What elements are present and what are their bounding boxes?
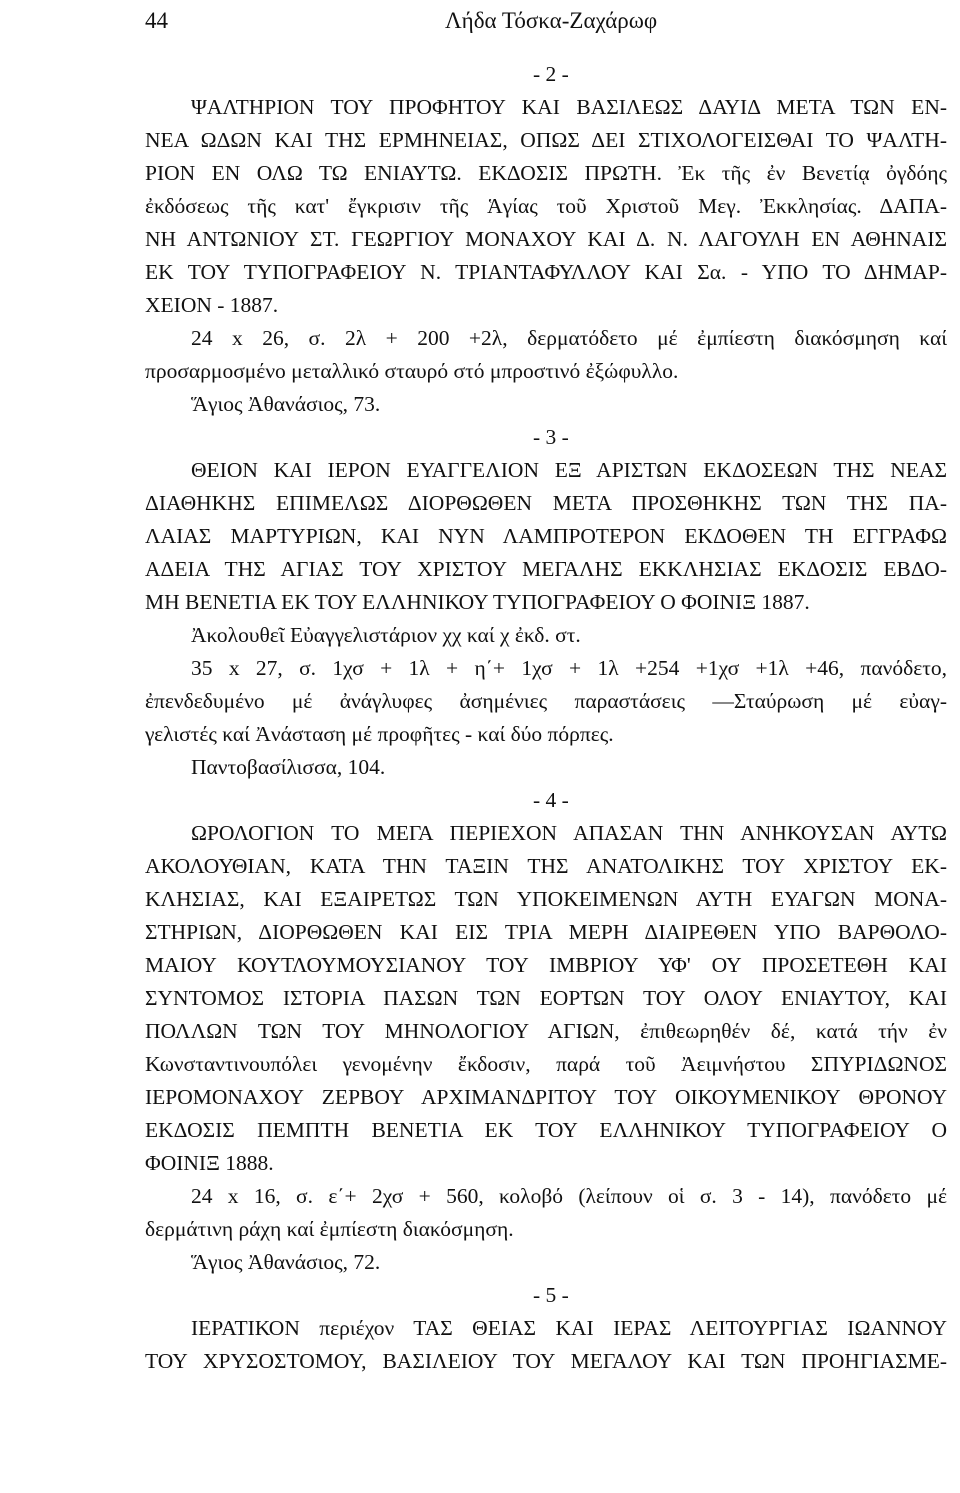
entry-number: - 2 - [533, 62, 569, 86]
entry-description-line: Ἀκολουθεῖ Εὐαγγελιστάριον χχ καί χ ἐκδ. στ. [191, 623, 581, 647]
entry-number: - 5 - [533, 1283, 569, 1307]
entry-title-line: ΔΙΑΘΗΚΗΣ ΕΠΙΜΕΛΩΣ ΔΙΟΡΘΩΘΕΝ ΜΕΤΑ ΠΡΟΣΘΗΚΗΣ ΤΩΝ ΤΗΣ ΠΑ- [145, 491, 947, 515]
entry-location: Παντοβασίλισσα, 104. [191, 755, 386, 779]
entry-title-line: ΑΚΟΛΟΥΘΙΑΝ, ΚΑΤΑ ΤΗΝ ΤΑΞΙΝ ΤΗΣ ΑΝΑΤΟΛΙΚΗΣ ΤΟΥ ΧΡΙΣΤΟΥ ΕΚ- [145, 854, 947, 878]
entry-title-line: ΚΛΗΣΙΑΣ, ΚΑΙ ΕΞΑΙΡΕΤΩΣ ΤΩΝ ΥΠΟΚΕΙΜΕΝΩΝ ΑΥΤΗ ΕΥΑΓΩΝ ΜΟΝΑ- [145, 887, 947, 911]
entry-title-line: ΤΟΥ ΧΡΥΣΟΣΤΟΜΟΥ, ΒΑΣΙΛΕΙΟΥ ΤΟΥ ΜΕΓΑΛΟΥ ΚΑΙ ΤΩΝ ΠΡΟΗΓΙΑΣΜΕ- [145, 1349, 947, 1373]
entry-title-line: ΣΤΗΡΙΩΝ, ΔΙΟΡΘΩΘΕΝ ΚΑΙ ΕΙΣ ΤΡΙΑ ΜΕΡΗ ΔΙΑΙΡΕΘΕΝ ΥΠΟ ΒΑΡΘΟΛΟ- [145, 920, 947, 944]
entry-title-line: ΣΥΝΤΟΜΟΣ ΙΣΤΟΡΙΑ ΠΑΣΩΝ ΤΩΝ ΕΟΡΤΩΝ ΤΟΥ ΟΛΟΥ ΕΝΙΑΥΤΟΥ, ΚΑΙ [145, 986, 947, 1010]
entry-title-line: ΦΟΙΝΙΞ 1888. [145, 1151, 274, 1175]
entry-title-line: ΧΕΙΟΝ - 1887. [145, 293, 279, 317]
entry-description-line: 24 x 26, σ. 2λ + 200 +2λ, δερματόδετο μέ ἐμπίεστη διακόσμηση καί [191, 326, 947, 350]
entry-title-line: ΩΡΟΛΟΓΙΟΝ ΤΟ ΜΕΓΑ ΠΕΡΙΕΧΟΝ ΑΠΑΣΑΝ ΤΗΝ ΑΝΗΚΟΥΣΑΝ ΑΥΤΩ [191, 821, 947, 845]
entry-title-line: ΙΕΡΟΜΟΝΑΧΟΥ ΖΕΡΒΟΥ ΑΡΧΙΜΑΝΔΡΙΤΟΥ ΤΟΥ ΟΙΚΟΥΜΕΝΙΚΟΥ ΘΡΟΝΟΥ [145, 1085, 947, 1109]
entry-description-line: γελιστές καί Ἀνάσταση μέ προφῆτες - καί δύο πόρπες. [145, 722, 614, 746]
running-head-author: Λήδα Τόσκα-Ζαχάρωφ [445, 8, 658, 33]
entry-title-line: ΝΗ ΑΝΤΩΝΙΟΥ ΣΤ. ΓΕΩΡΓΙΟΥ ΜΟΝΑΧΟΥ ΚΑΙ Δ. Ν. ΛΑΓΟΥΛΗ ΕΝ ΑΘΗΝΑΙΣ [145, 227, 947, 251]
page-number: 44 [145, 8, 168, 33]
entry-title-line: ΛΑΙΑΣ ΜΑΡΤΥΡΙΩΝ, ΚΑΙ ΝΥΝ ΛΑΜΠΡΟΤΕΡΟΝ ΕΚΔΟΘΕΝ ΤΗ ΕΓΓΡΑΦΩ [145, 524, 947, 548]
entry-title-line: ΑΔΕΙΑ ΤΗΣ ΑΓΙΑΣ ΤΟΥ ΧΡΙΣΤΟΥ ΜΕΓΑΛΗΣ ΕΚΚΛΗΣΙΑΣ ΕΚΔΟΣΙΣ ΕΒΔΟ- [145, 557, 947, 581]
entry-title-line: ΕΚ ΤΟΥ ΤΥΠΟΓΡΑΦΕΙΟΥ Ν. ΤΡΙΑΝΤΑΦΥΛΛΟΥ ΚΑΙ Σα. - ΥΠΟ ΤΟ ΔΗΜΑΡ- [145, 260, 947, 284]
entry-title-line: ΕΚΔΟΣΙΣ ΠΕΜΠΤΗ ΒΕΝΕΤΙΑ ΕΚ ΤΟΥ ΕΛΛΗΝΙΚΟΥ ΤΥΠΟΓΡΑΦΕΙΟΥ Ο [145, 1118, 947, 1142]
entry-title-line: ΙΕΡΑΤΙΚΟΝ περιέχον ΤΑΣ ΘΕΙΑΣ ΚΑΙ ΙΕΡΑΣ ΛΕΙΤΟΥΡΓΙΑΣ ΙΩΑΝΝΟΥ [191, 1316, 947, 1340]
entry-title-line: ΡΙΟΝ ΕΝ ΟΛΩ ΤΩ ΕΝΙΑΥΤΩ. ΕΚΔΟΣΙΣ ΠΡΩΤΗ. Ἐκ τῆς ἐν Βενετίᾳ ὀγδόης [145, 161, 947, 185]
entry-title-line: ἐκδόσεως τῆς κατ' ἔγκρισιν τῆς Ἁγίας τοῦ Χριστοῦ Μεγ. Ἐκκλησίας. ΔΑΠΑ- [145, 194, 947, 218]
catalogue-entry [145, 58, 947, 421]
entry-number: - 4 - [533, 788, 569, 812]
entry-description-line: προσαρμοσμένο μεταλλικό σταυρό στό μπροστινό ἐξώφυλλο. [145, 359, 679, 383]
entry-number: - 3 - [533, 425, 569, 449]
catalogue-entry [145, 421, 947, 784]
catalogue-body [145, 58, 947, 1378]
entry-description-line: δερμάτινη ράχη καί ἐμπίεστη διακόσμηση. [145, 1217, 514, 1241]
running-head [145, 4, 900, 38]
catalogue-entry [145, 784, 947, 1279]
entry-title-line: ΜΗ ΒΕΝΕΤΙΑ ΕΚ ΤΟΥ ΕΛΛΗΝΙΚΟΥ ΤΥΠΟΓΡΑΦΕΙΟΥ Ο ΦΟΙΝΙΞ 1887. [145, 590, 810, 614]
entry-location: Ἅγιος Ἀθανάσιος, 73. [191, 392, 381, 416]
entry-title-line: ΘΕΙΟΝ ΚΑΙ ΙΕΡΟΝ ΕΥΑΓΓΕΛΙΟΝ ΕΞ ΑΡΙΣΤΩΝ ΕΚΔΟΣΕΩΝ ΤΗΣ ΝΕΑΣ [191, 458, 947, 482]
catalogue-entry [145, 1279, 947, 1378]
entry-description-line: ἐπενδεδυμένο μέ ἀνάγλυφες ἀσημένιες παραστάσεις —Σταύρωση μέ εὐαγ- [145, 689, 947, 713]
entry-title-line: ΠΟΛΛΩΝ ΤΩΝ ΤΟΥ ΜΗΝΟΛΟΓΙΟΥ ΑΓΙΩΝ, ἐπιθεωρηθέν δέ, κατά τήν ἐν [145, 1019, 947, 1043]
entry-description-line: 24 x 16, σ. ε΄+ 2χσ + 560, κολοβό (λείπουν οἱ σ. 3 - 14), πανόδετο μέ [191, 1184, 947, 1208]
entry-title-line: Κωνσταντινουπόλει γενομένην ἔκδοσιν, παρά τοῦ Ἀειμνήστου ΣΠΥΡΙΔΩΝΟΣ [145, 1052, 947, 1076]
entry-location: Ἅγιος Ἀθανάσιος, 72. [191, 1250, 381, 1274]
entry-title-line: ΝΕΑ ΩΔΩΝ ΚΑΙ ΤΗΣ ΕΡΜΗΝΕΙΑΣ, ΟΠΩΣ ΔΕΙ ΣΤΙΧΟΛΟΓΕΙΣΘΑΙ ΤΟ ΨΑΛΤΗ- [145, 128, 947, 152]
entry-description-line: 35 x 27, σ. 1χσ + 1λ + η΄+ 1χσ + 1λ +254 +1χσ +1λ +46, πανόδετο, [191, 656, 947, 680]
entry-title-line: ΜΑΙΟΥ ΚΟΥΤΛΟΥΜΟΥΣΙΑΝΟΥ ΤΟΥ ΙΜΒΡΙΟΥ ΥΦ' ΟΥ ΠΡΟΣΕΤΕΘΗ ΚΑΙ [145, 953, 947, 977]
entry-title-line: ΨΑΛΤΗΡΙΟΝ ΤΟΥ ΠΡΟΦΗΤΟΥ ΚΑΙ ΒΑΣΙΛΕΩΣ ΔΑΥΙΔ ΜΕΤΑ ΤΩΝ ΕΝ- [191, 95, 947, 119]
